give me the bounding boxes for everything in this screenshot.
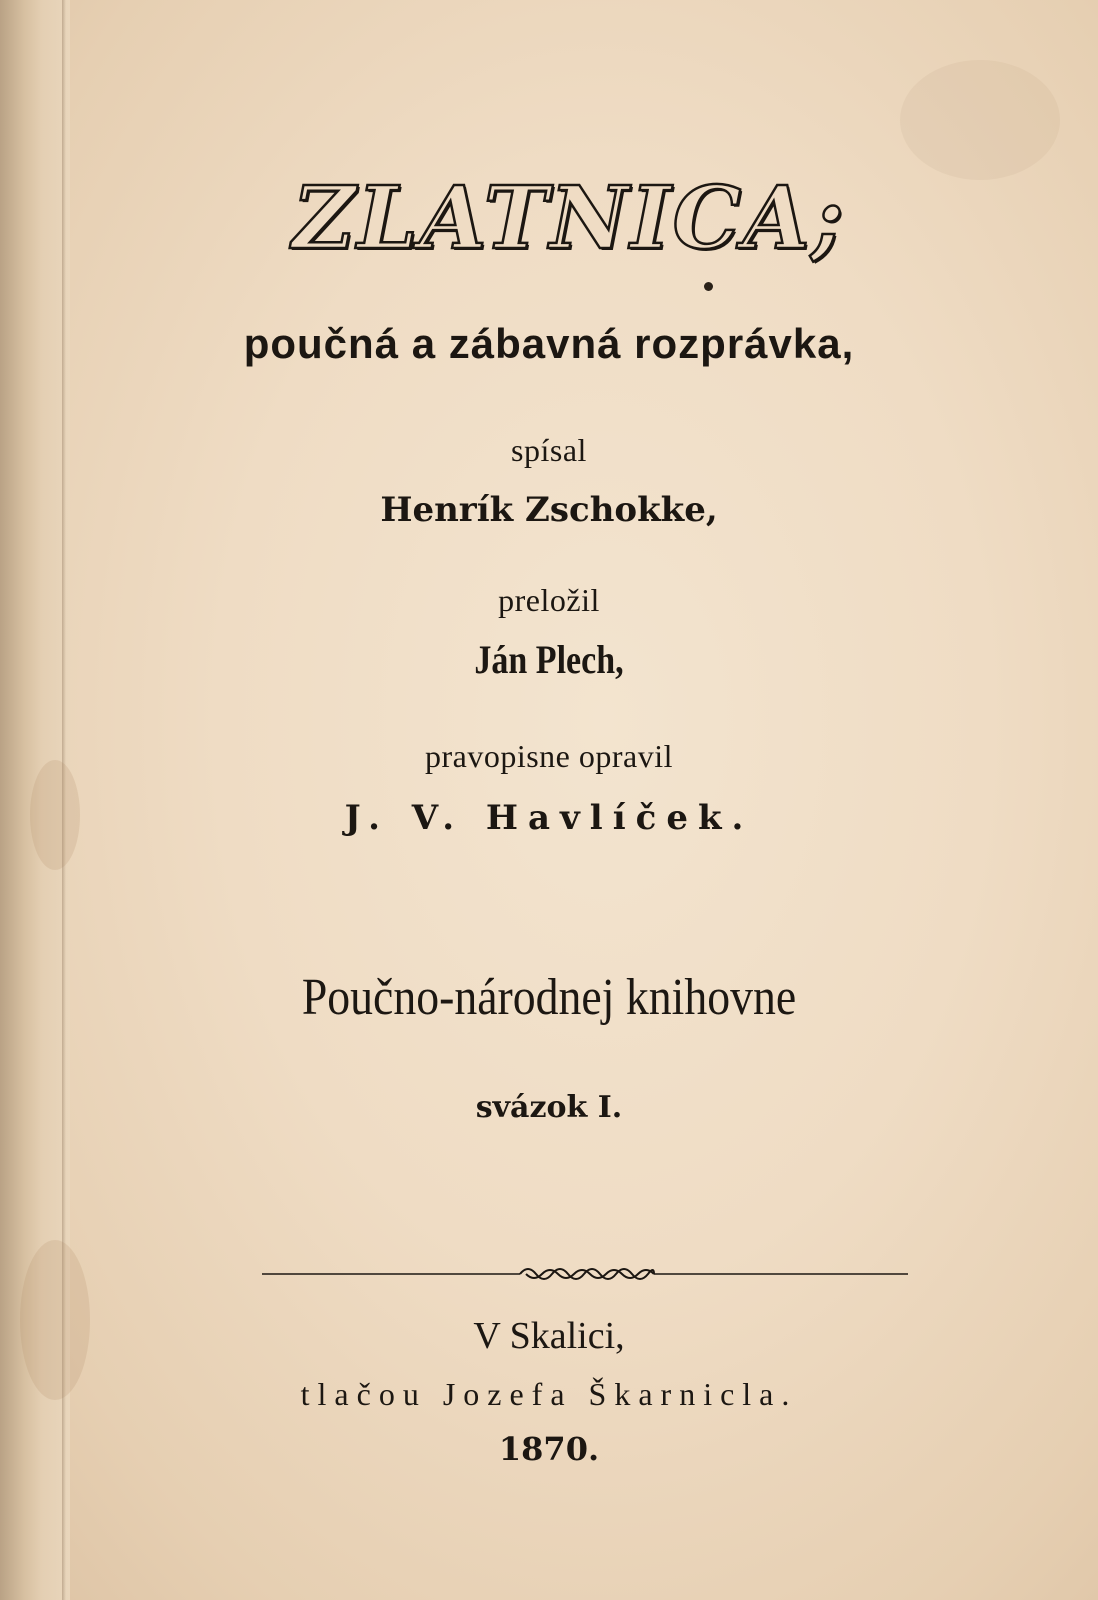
book-subtitle: poučná a zábavná rozprávka, [243, 320, 855, 367]
ink-dot [704, 282, 713, 291]
printer-line: tlačou Jozefa Škarnicla. [300, 1376, 798, 1412]
author-label: spísal [511, 432, 587, 468]
volume-number: svázok I. [475, 1090, 623, 1125]
paper-stain [900, 60, 1060, 180]
translator-label: preložil [498, 582, 600, 618]
ornamental-divider [262, 1262, 908, 1286]
editor-label: pravopisne opravil [424, 738, 674, 774]
author-name: Henrík Zschokke, [380, 490, 718, 530]
book-title: ZLATNICA; [292, 168, 846, 269]
publication-place: V Skalici, [473, 1315, 625, 1357]
series-name: Poučno-národnej knihovne [301, 969, 797, 1026]
translator-name: Ján Plech, [474, 637, 624, 682]
editor-name: J. V. Havlíček. [344, 798, 754, 838]
publication-year: 1870. [498, 1430, 600, 1468]
